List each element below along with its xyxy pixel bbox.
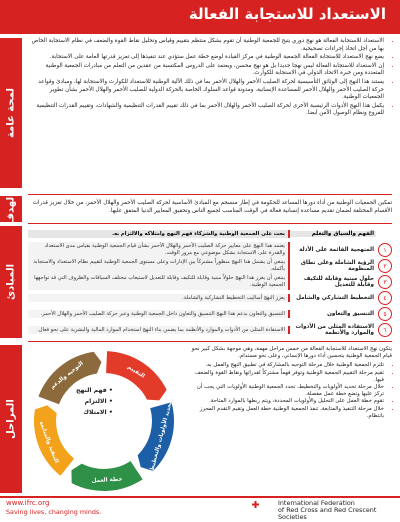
cycle-phase-label: تحديد الأولويات والتخطيط bbox=[149, 401, 174, 472]
principle-row bbox=[28, 290, 392, 306]
cycle-center-item: • الامتلاك bbox=[83, 409, 113, 416]
section-divider bbox=[28, 341, 392, 342]
principle-number: ١ bbox=[378, 243, 392, 257]
principle-row bbox=[28, 258, 392, 274]
overview-bullet: • يكمل هذا النهج الأدوات الرئيسية الأخرى لحركة الصليب الأحمر والهلال الأحمر بما في ذلك تقييم القدرات التنظيمية والشهادات، وتقييم القدرات التنظيمية للفروع ونظام الوصول الآمن أيضا. bbox=[28, 103, 384, 118]
cycle-center-item: • الالتزام bbox=[84, 398, 113, 405]
principle-row bbox=[28, 306, 392, 322]
section-divider bbox=[28, 194, 392, 195]
principle-label: الرؤية الشاملة وعلى نطاق المنظومة bbox=[300, 260, 374, 272]
principle-label: الاستفادة المثلى من الأدوات والموارد والأنظمة bbox=[295, 324, 374, 336]
ifrc-logo-icon bbox=[252, 500, 274, 514]
overview-section bbox=[28, 38, 392, 119]
overview-bullet: • يضع نهج الاستعداد للاستجابة الفعالة الجمعية الوطنية في مركز القيادة لوضع خطة عمل ستؤدي عند تنفيذها إلى تعزيز قدرتها العامة على الاستجابة. bbox=[28, 54, 384, 62]
tab-phases bbox=[0, 345, 22, 493]
principle-description: التنسيق والتعاون بدعم هذا النهج التنسيق والتعاون داخل الجمعية الوطنية وعبر حركة الصليب الأحمر والهلال الأحمر. bbox=[28, 310, 290, 319]
phase-item: • تقيم مرحلة التقييم الجمعية الوطنية وتوفر فهماً مشتركاً لقدراتها ونقاط القوة والضعف فيها. bbox=[186, 370, 384, 384]
cycle-svg bbox=[24, 345, 184, 495]
phases-intro: يتكون نهج الاستعداد للاستجابة الفعالة من خمس مراحل مهمة، وهي موجهة بشكل كبير نحو قيام الجمعية الوطنية بتحسين أداء دورها الإنساني، وعلى نحو مستدام. bbox=[191, 346, 392, 360]
principle-description: ينبغي أن يشمل هذا النهج منظوراً مشتركاً بين الإدارات وعلى مستوى الجمعية الوطنية لتقييم نظام الاستعداد والاستجابة بأكمله. bbox=[28, 258, 290, 273]
phases-cycle-diagram bbox=[24, 345, 184, 495]
overview-bullet: • الاستعداد للاستجابة الفعالة هو نهج دوري يتيح للجمعية الوطنية أن تقوم بشكل منتظم بتقييم وقياس وتحليل نقاط القوة والضعف في نظام الاستجابة الخاص بها من أجل اتخاذ إجراءات تصحيحية. bbox=[28, 38, 384, 53]
overview-bullet: • يستند هذا النهج إلى الوثائق التأسيسية لحركة الصليب الأحمر والهلال الأحمر بما في ذلك الآلية الوطنية للاستعداد للكوارث والاستجابة لها، ومبادئ وقواعد حركة الصليب الأحمر والهلال الأحمر للمساعدة الإنسانية، ومدونة قواعد السلوك الخاصة بالحركة الدولية للصليب الأحمر والهلال الأحمر بشأن تطوير الجمعيات الوطنية. bbox=[28, 79, 384, 102]
principle-label: المنهجية القائمة على الأدلة bbox=[299, 247, 374, 253]
footer-url-link[interactable]: www.ifrc.org bbox=[6, 499, 50, 507]
principle-number: ٣ bbox=[378, 275, 392, 289]
phases-section bbox=[186, 346, 392, 420]
cycle-phase-segment bbox=[71, 461, 142, 491]
page-header bbox=[0, 0, 400, 34]
ifrc-organization-name bbox=[278, 500, 400, 522]
cycle-phase-label: التنفيذ والمتابعة bbox=[37, 420, 60, 465]
page-title: الاستعداد للاستجابة الفعالة bbox=[188, 5, 386, 23]
principle-number: ٢ bbox=[378, 259, 392, 273]
principle-label: حلول مبنية وقابلة للتكيف وقابلة للتعديل bbox=[303, 276, 374, 288]
principle-label: الفهم والسياق والتعلم bbox=[290, 231, 376, 237]
cycle-phase-label: التقييم bbox=[126, 364, 146, 380]
tab-objective bbox=[0, 193, 22, 225]
overview-bullet: • إن الاستعداد للاستجابة الفعالة ليس نهجا جديدا بل هو نهج محسن، ويعتمد على الدروس المكتسبة من عقدين من التعلم من مبادرات الجمعية الوطنية المتعددة ومن خبرة الاتحاد الدولي في الاستجابة للكوارث. bbox=[28, 63, 384, 78]
principle-description: ينبغي أن يعزز هذا النهج حلولاً مبنية وقابلة للتكيف وقابلة للتعديل لاستيعاب مختلف السياقات والظروف التي قد تواجهها الجمعية الوطنية. bbox=[28, 274, 290, 289]
principle-row bbox=[28, 322, 392, 338]
principle-description: الاستفادة المثلى من الأدوات والموارد والأنظمة بما يضمن بناء النهج استخدام الموارد المالية والبشرية على نحو فعال. bbox=[28, 326, 290, 335]
objective-text: تمكين الجمعيات الوطنية من أداء دورها المساعد للحكومة في إطار منسجم مع المبادئ الأساسية لحركة الصليب الأحمر والهلال الأحمر، من خلال تعزيز قدرات الأقسام المختلفة لضمان تقديم مساعدة إنسانية فعالة في الوقت المناسب لجميع الناس وتحقيق المعايير الدنيا المتفق عليها. bbox=[32, 200, 392, 214]
principle-number: ٤ bbox=[378, 291, 392, 305]
principle-number: ٥ bbox=[378, 307, 392, 321]
cycle-center-item: • فهم النهج bbox=[76, 387, 113, 394]
principle-number: ٦ bbox=[378, 323, 392, 337]
principle-description: بحث على الجمعية الوطنية والشركاء فهم النهج وامتلاكه والالتزام به. bbox=[28, 230, 290, 239]
cycle-phase-label: خطة العمل bbox=[91, 476, 123, 485]
phase-item: • خلال مرحلة تحديد الأولويات والتخطيط، تحدد الجمعية الوطنية الأولويات التي يجب أن تركز عليها وتضع خطة عمل مفصلة. bbox=[186, 384, 384, 398]
tab-overview-label: لمحة عامة bbox=[5, 87, 17, 139]
section-divider bbox=[28, 223, 392, 224]
cycle-phase-label: التوجيه والدعم bbox=[49, 360, 85, 391]
principle-row bbox=[28, 242, 392, 258]
tab-overview bbox=[0, 38, 22, 188]
principle-label: التخطيط التشاركي والشامل bbox=[296, 295, 374, 301]
footer-slogan: Saving lives, changing minds. bbox=[6, 508, 102, 516]
tab-principles-label: المبادئ bbox=[5, 263, 17, 301]
phase-item: • خلال مرحلة التنفيذ والمتابعة، تنفذ الجمعية الوطنية خطة العمل وتقيم التقدم المحرز بانتظام. bbox=[186, 406, 384, 420]
tab-principles bbox=[0, 226, 22, 338]
principle-row bbox=[28, 274, 392, 290]
ifrc-name-line-2: of Red Cross and Red Crescent Societies bbox=[278, 506, 377, 522]
cycle-center-list bbox=[76, 385, 113, 418]
principle-label: التنسيق والتعاون bbox=[327, 311, 374, 317]
tab-phases-label: المراحل bbox=[5, 399, 17, 439]
principles-table bbox=[28, 226, 392, 338]
tab-objective-label: الهدف bbox=[5, 193, 17, 225]
footer-divider bbox=[0, 496, 400, 498]
ifrc-name-line-1: International Federation bbox=[278, 499, 355, 507]
cycle-phase-segment bbox=[34, 405, 74, 476]
principles-header-row bbox=[28, 226, 392, 242]
principle-description: يعتمد هذا النهج على معايير حركة الصليب الأحمر والهلال الأحمر بشأن قيام الجمعية الوطنية بقياس مدى الاستعداد والقدرة على الاستجابة بشكل موضوعي مع مرور الوقت. bbox=[28, 242, 290, 257]
phase-item: • تقوم خطة العمل على التحليل والأولويات المحددة، ويتم ربطها بالموارد المتاحة. bbox=[186, 398, 384, 405]
principle-description: يعزز النهج أساليب التخطيط التشاركية والشاملة. bbox=[28, 294, 290, 303]
phase-item: • تلتزم الجمعية الوطنية خلال مرحلة التوجيه بالمشاركة في تطبيق النهج والعمل به. bbox=[186, 362, 384, 369]
